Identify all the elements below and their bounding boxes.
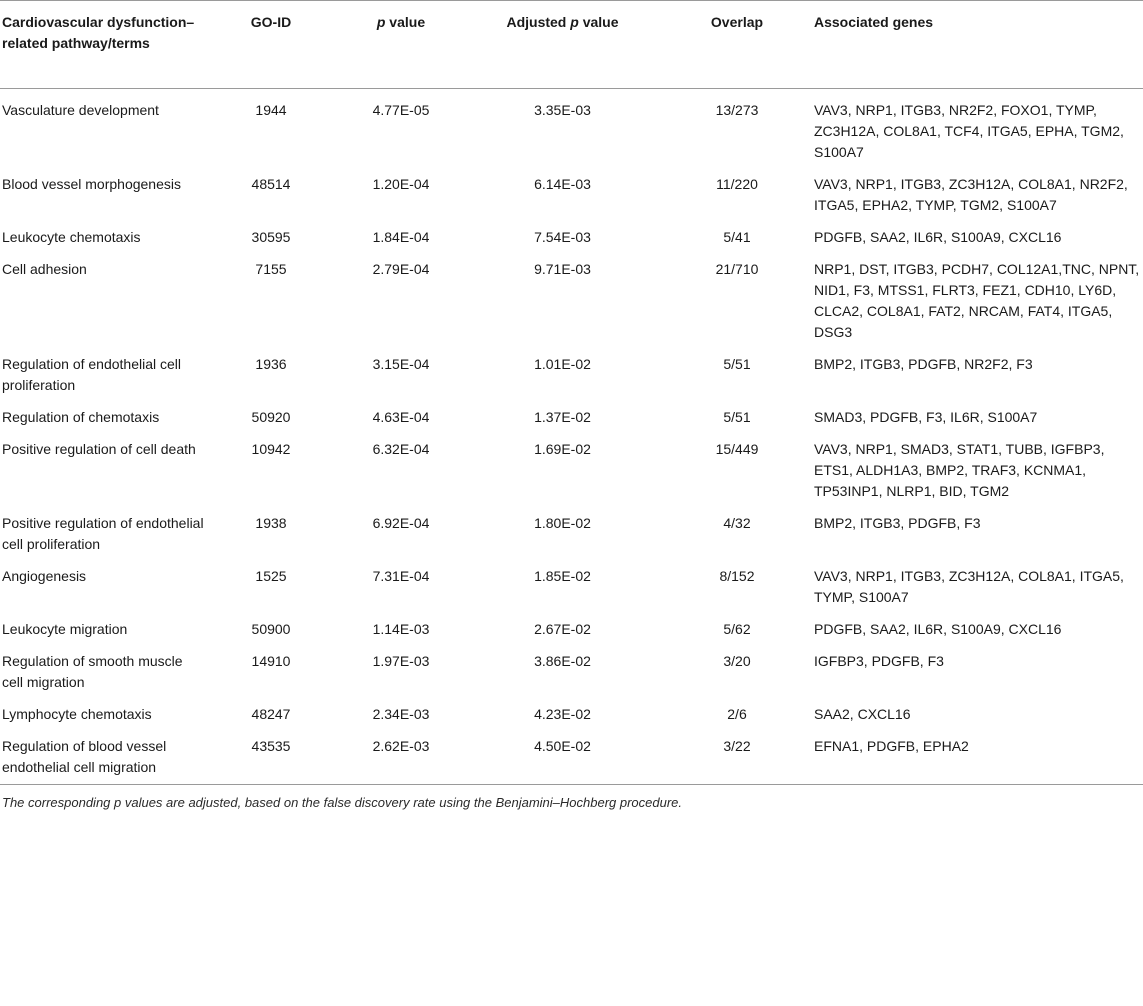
cell-go-id: 1938 xyxy=(255,515,287,531)
cell-go-id: 14910 xyxy=(251,653,291,669)
cell-overlap: 5/62 xyxy=(723,621,751,637)
cell-genes: VAV3, NRP1, ITGB3, ZC3H12A, COL8A1, NR2F2, ITGA5, EPHA2, TYMP, TGM2, S100A7 xyxy=(814,176,1128,213)
cell-genes: BMP2, ITGB3, PDGFB, NR2F2, F3 xyxy=(814,356,1033,372)
cell-adjusted-p-value: 9.71E-03 xyxy=(534,261,591,277)
cell-go-id: 48247 xyxy=(251,706,291,722)
cell-adjusted-p-value: 6.14E-03 xyxy=(534,176,591,192)
header-adj-prefix: Adjusted xyxy=(506,14,571,30)
cell-adjusted-p-value: 1.37E-02 xyxy=(534,409,591,425)
cell-term: Vasculature development xyxy=(2,102,159,118)
cell-overlap: 2/6 xyxy=(727,706,747,722)
cell-genes: EFNA1, PDGFB, EPHA2 xyxy=(814,725,1143,785)
table-header xyxy=(0,1,1143,89)
cell-overlap: 21/710 xyxy=(715,261,759,277)
table-body xyxy=(0,89,1143,785)
cell-p-value: 2.79E-04 xyxy=(372,261,430,277)
header-row xyxy=(0,1,1143,89)
cell-p-value: 1.97E-03 xyxy=(372,653,430,669)
cell-overlap: 3/22 xyxy=(660,725,814,785)
cell-adjusted-p-value: 4.23E-02 xyxy=(534,706,591,722)
table-row xyxy=(0,396,1143,428)
cell-overlap: 4/32 xyxy=(723,515,751,531)
cell-adjusted-p-value: 1.80E-02 xyxy=(534,515,591,531)
cell-p-value: 1.84E-04 xyxy=(372,229,430,245)
header-p-value xyxy=(337,1,465,89)
header-genes: Associated genes xyxy=(814,1,1143,89)
cell-genes: PDGFB, SAA2, IL6R, S100A9, CXCL16 xyxy=(814,621,1062,637)
table-row xyxy=(0,343,1143,396)
cell-genes: VAV3, NRP1, ITGB3, NR2F2, FOXO1, TYMP, ZC3H12A, COL8A1, TCF4, ITGA5, EPHA, TGM2, S100A7 xyxy=(814,102,1124,160)
cell-term: Positive regulation of endothelial cell proliferation xyxy=(2,515,204,552)
cell-go-id: 1525 xyxy=(255,568,287,584)
cell-p-value: 6.92E-04 xyxy=(372,515,430,531)
cell-term: Regulation of endothelial cell proliferation xyxy=(2,356,182,393)
header-adj-suffix: value xyxy=(578,14,619,30)
cell-overlap: 15/449 xyxy=(715,441,759,457)
table-row xyxy=(0,216,1143,248)
table-footnote xyxy=(0,795,1143,810)
header-overlap: Overlap xyxy=(660,1,814,89)
cell-adjusted-p-value: 1.01E-02 xyxy=(534,356,591,372)
cell-genes: BMP2, ITGB3, PDGFB, F3 xyxy=(814,515,981,531)
cell-p-value: 2.62E-03 xyxy=(337,725,465,785)
cell-adjusted-p-value: 3.86E-02 xyxy=(534,653,591,669)
cell-genes: IGFBP3, PDGFB, F3 xyxy=(814,653,944,669)
table-row xyxy=(0,163,1143,216)
cell-go-id: 48514 xyxy=(251,176,291,192)
cell-go-id: 10942 xyxy=(251,441,291,457)
cell-adjusted-p-value: 3.35E-03 xyxy=(534,102,591,118)
cell-overlap: 5/51 xyxy=(723,356,751,372)
cell-adjusted-p-value: 4.50E-02 xyxy=(465,725,660,785)
header-adjusted-p-value xyxy=(465,1,660,89)
cell-p-value: 7.31E-04 xyxy=(372,568,430,584)
cell-overlap: 5/41 xyxy=(723,229,751,245)
cell-term: Cell adhesion xyxy=(2,261,87,277)
table-row xyxy=(0,725,1143,785)
cell-overlap: 8/152 xyxy=(719,568,755,584)
cell-term: Regulation of smooth muscle cell migration xyxy=(2,653,183,690)
cell-overlap: 5/51 xyxy=(723,409,751,425)
cell-overlap: 11/220 xyxy=(716,176,758,192)
cell-term: Lymphocyte chemotaxis xyxy=(2,706,152,722)
table-row xyxy=(0,89,1143,164)
cell-overlap: 13/273 xyxy=(715,102,759,118)
cell-genes: SMAD3, PDGFB, F3, IL6R, S100A7 xyxy=(814,409,1038,425)
cell-term: Leukocyte migration xyxy=(2,621,128,637)
cell-p-value: 1.14E-03 xyxy=(372,621,430,637)
cell-go-id: 1936 xyxy=(255,356,287,372)
cell-adjusted-p-value: 1.69E-02 xyxy=(534,441,591,457)
cell-p-value: 1.20E-04 xyxy=(372,176,430,192)
cell-p-value: 4.63E-04 xyxy=(372,409,430,425)
cell-go-id: 1944 xyxy=(255,102,287,118)
header-p-italic: p xyxy=(376,14,386,30)
header-term: Cardiovascular dysfunction–related pathway/terms xyxy=(0,1,205,89)
cell-genes: NRP1, DST, ITGB3, PCDH7, COL12A1,TNC, NPNT, NID1, F3, MTSS1, FLRT3, FEZ1, CDH10, LY6D, CLCA2, COL8A1, FAT2, NRCAM, FAT4, ITGA5, DSG3 xyxy=(814,261,1140,340)
table-row xyxy=(0,502,1143,555)
cell-go-id: 50920 xyxy=(251,409,291,425)
cell-p-value: 3.15E-04 xyxy=(372,356,430,372)
cell-adjusted-p-value: 7.54E-03 xyxy=(534,229,591,245)
cell-genes: VAV3, NRP1, ITGB3, ZC3H12A, COL8A1, ITGA5, TYMP, S100A7 xyxy=(814,568,1124,605)
header-adj-italic: p xyxy=(570,14,579,30)
cell-term: Positive regulation of cell death xyxy=(2,441,196,457)
table-row xyxy=(0,693,1143,725)
cell-genes: PDGFB, SAA2, IL6R, S100A9, CXCL16 xyxy=(814,229,1062,245)
cell-adjusted-p-value: 1.85E-02 xyxy=(534,568,591,584)
table-row xyxy=(0,248,1143,343)
cell-p-value: 2.34E-03 xyxy=(372,706,430,722)
cell-adjusted-p-value: 2.67E-02 xyxy=(534,621,591,637)
cell-term: Blood vessel morphogenesis xyxy=(2,176,181,192)
header-p-rest: value xyxy=(385,14,426,30)
cell-go-id: 50900 xyxy=(251,621,291,637)
table-row xyxy=(0,428,1143,502)
cell-term: Regulation of chemotaxis xyxy=(2,409,160,425)
header-go-id: GO-ID xyxy=(205,1,337,89)
cell-term: Leukocyte chemotaxis xyxy=(2,229,141,245)
footnote-text: The corresponding p values are adjusted, based on the false discovery rate using the Benjamini–Hochberg procedure. xyxy=(2,795,683,810)
table-row xyxy=(0,608,1143,640)
table-row xyxy=(0,555,1143,608)
cell-genes: SAA2, CXCL16 xyxy=(814,706,911,722)
cell-term: Angiogenesis xyxy=(2,568,87,584)
cell-genes: VAV3, NRP1, SMAD3, STAT1, TUBB, IGFBP3, ETS1, ALDH1A3, BMP2, TRAF3, KCNMA1, TP53INP1, NLRP1, BID, TGM2 xyxy=(814,441,1105,499)
cell-go-id: 30595 xyxy=(251,229,291,245)
cell-go-id: 43535 xyxy=(205,725,337,785)
table-row xyxy=(0,640,1143,693)
cell-p-value: 6.32E-04 xyxy=(372,441,430,457)
cell-go-id: 7155 xyxy=(255,261,287,277)
cell-overlap: 3/20 xyxy=(723,653,751,669)
cell-term: Regulation of blood vessel endothelial cell migration xyxy=(0,725,205,785)
cell-p-value: 4.77E-05 xyxy=(372,102,430,118)
